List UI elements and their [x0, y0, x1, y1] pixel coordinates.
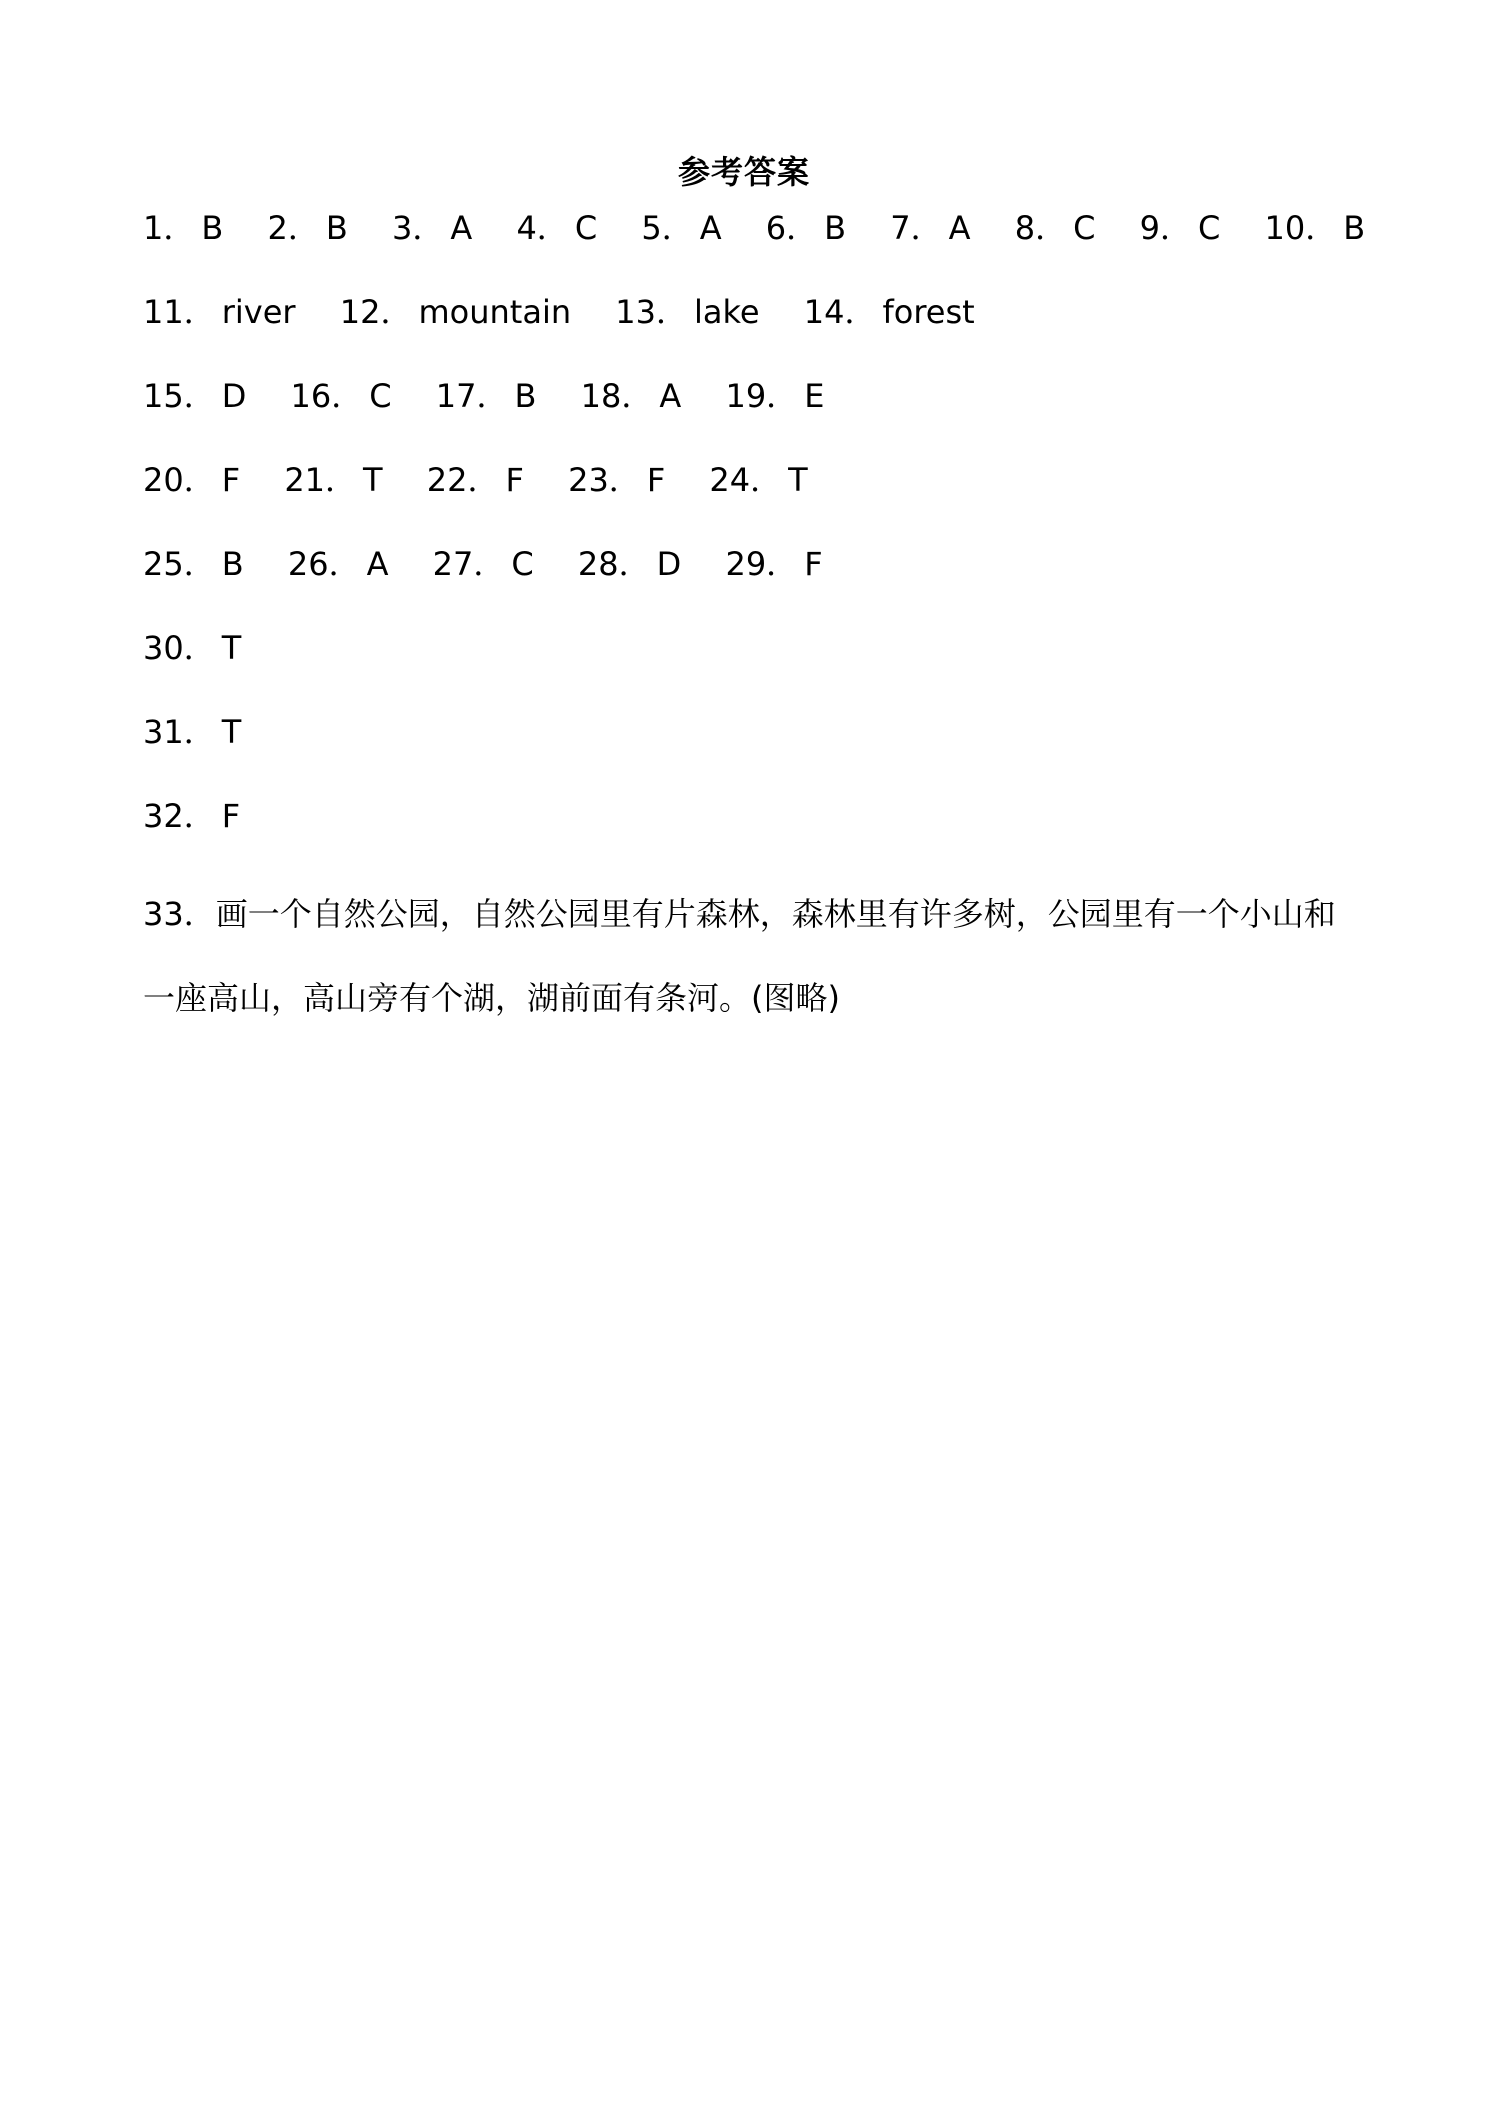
- answer-item: [433, 536, 534, 592]
- answer-value: A: [659, 377, 682, 415]
- answer-item: [143, 284, 296, 340]
- answer-item: [284, 452, 382, 508]
- question-number: 6．: [765, 209, 819, 247]
- question-number: 22．: [426, 461, 500, 499]
- question-number: 5．: [641, 209, 694, 247]
- answer-item: [143, 536, 244, 592]
- answer-item: [725, 368, 824, 424]
- answer-item: [1264, 200, 1365, 256]
- question-number: 25．: [143, 545, 216, 583]
- answer-value: river: [221, 293, 296, 331]
- answer-value: forest: [882, 293, 975, 331]
- answer-value: lake: [694, 293, 760, 331]
- answer-value: C: [574, 209, 598, 247]
- answer-value: E: [804, 377, 825, 415]
- answer-item: [709, 452, 807, 508]
- answer-value: D: [221, 377, 247, 415]
- answer-item: [427, 452, 524, 508]
- answer-value: B: [514, 377, 537, 415]
- answer-item: [804, 284, 975, 340]
- question-number: 27．: [432, 545, 506, 583]
- answer-item: [766, 200, 846, 256]
- answer-line: [143, 620, 1363, 704]
- answer-line: [143, 284, 1363, 368]
- answer-item: [725, 536, 822, 592]
- answer-item: [340, 284, 571, 340]
- question-number: 28．: [577, 545, 651, 583]
- answer-item: [143, 368, 246, 424]
- question-number: 30．: [143, 629, 216, 667]
- answer-value: T: [788, 461, 808, 499]
- answer-line: [143, 704, 1363, 788]
- answer-item: [1015, 200, 1096, 256]
- answer-item: [392, 200, 472, 256]
- question-number: 8．: [1014, 209, 1068, 247]
- question-number: 14．: [803, 293, 877, 331]
- answer-value: F: [646, 461, 666, 499]
- question-number: 11．: [143, 293, 216, 331]
- answer-value: B: [201, 209, 224, 247]
- answer-value: A: [450, 209, 473, 247]
- question-number: 24．: [709, 461, 783, 499]
- answer-item: [615, 284, 759, 340]
- answer-value: C: [1197, 209, 1221, 247]
- answer-value: D: [656, 545, 682, 583]
- question-number: 16．: [290, 377, 364, 415]
- question-number: 3．: [392, 209, 445, 247]
- question-number: 7．: [890, 209, 943, 247]
- answer-value: F: [221, 461, 241, 499]
- answer-value: T: [221, 629, 242, 667]
- answer-line: [143, 452, 1363, 536]
- answer-item: [516, 200, 597, 256]
- answer-item: [288, 536, 389, 592]
- question-number: 2．: [267, 209, 320, 247]
- page-title: 参考答案: [677, 153, 810, 191]
- question-number: 32．: [143, 797, 216, 835]
- question-number: 19．: [725, 377, 799, 415]
- answer-value: B: [221, 545, 244, 583]
- answer-value: B: [1343, 209, 1366, 247]
- answer-value: F: [221, 797, 241, 835]
- answer-item: [268, 200, 348, 256]
- answer-value: B: [824, 209, 847, 247]
- answer-value: F: [804, 545, 823, 583]
- answer-item: [436, 368, 537, 424]
- question-number: 12．: [339, 293, 413, 331]
- answer-item: [568, 452, 665, 508]
- answer-value: C: [1073, 209, 1096, 247]
- answer-value: mountain: [418, 293, 572, 331]
- answer-line: [143, 788, 1363, 872]
- answer-value: T: [221, 713, 242, 751]
- question-number: 21．: [284, 461, 358, 499]
- question-number: 31．: [143, 713, 216, 751]
- answer-value: B: [325, 209, 348, 247]
- question-number: 20．: [143, 461, 216, 499]
- question-number: 18．: [580, 377, 654, 415]
- answer-value: A: [366, 545, 389, 583]
- answer-value: C: [511, 545, 534, 583]
- question-number: 1．: [143, 209, 196, 247]
- question-number: 9．: [1139, 209, 1192, 247]
- answer-value: A: [948, 209, 971, 247]
- answer-paragraph: 33．画一个自然公园，自然公园里有片森林，森林里有许多树，公园里有一个小山和一座高山，高山旁有个湖，湖前面有条河。(图略): [143, 895, 1336, 1017]
- question-number: 29．: [725, 545, 799, 583]
- answer-item: [641, 200, 721, 256]
- answer-list: [143, 200, 1366, 1040]
- question-number: 15．: [143, 377, 216, 415]
- answer-line: [143, 200, 1366, 284]
- answer-item: [143, 704, 241, 760]
- answer-item: [143, 620, 241, 676]
- answer-item: [890, 200, 970, 256]
- question-number: 17．: [435, 377, 509, 415]
- answer-value: C: [369, 377, 392, 415]
- question-number: 23．: [568, 461, 641, 499]
- answer-item: [291, 368, 392, 424]
- answer-item: [578, 536, 681, 592]
- answer-value: A: [699, 209, 722, 247]
- answer-item: [143, 788, 240, 844]
- answer-item: [143, 452, 240, 508]
- answer-item: [143, 200, 223, 256]
- question-number: 13．: [615, 293, 689, 331]
- question-number: 26．: [287, 545, 361, 583]
- answer-value: T: [363, 461, 383, 499]
- question-number: 10．: [1264, 209, 1338, 247]
- answer-line: [143, 536, 1363, 620]
- answer-value: F: [505, 461, 524, 499]
- question-number: 4．: [516, 209, 569, 247]
- answer-item: [581, 368, 682, 424]
- answer-line: [143, 368, 1363, 452]
- answer-item: [1140, 200, 1221, 256]
